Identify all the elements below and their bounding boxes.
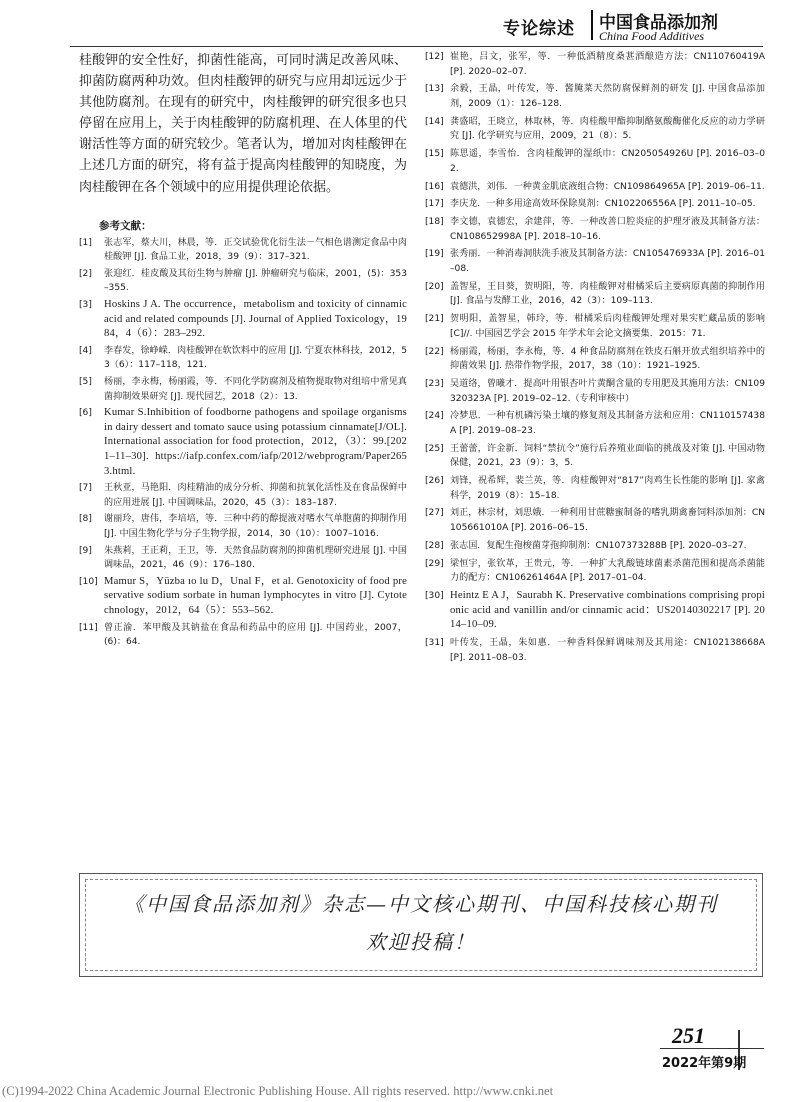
reference-item — [79, 344, 407, 373]
issue-label: 2022年第9期 — [662, 1056, 747, 1071]
reference-item — [79, 575, 407, 619]
reference-text: 陈思遥，李雪怡．含肉桂酸钾的湿纸巾：CN205054926U [P]. 2016–03–02. — [450, 149, 765, 174]
reference-item — [425, 82, 765, 111]
reference-text: Mamur S，Yüzba ıo lu D，Unal F，et al. Genotoxicity of food preservative sodium sorbate in human lymphocytes in vitro [J]. Cytotechnology，2012，64（5）：553–562. — [104, 575, 407, 616]
reference-text: 刘锋，祝希辉，裴兰英，等．肉桂酸钾对“817”肉鸡生长性能的影响 [J]. 家禽科学，2019（8）：15–18. — [450, 476, 765, 501]
reference-text: 李文德，袁德宏，余建萍，等．一种改善口腔炎症的护理牙液及其制备方法：CN108652998A [P]. 2018–10–16. — [450, 217, 765, 242]
reference-number: [28] — [425, 540, 444, 551]
reference-number: [11] — [79, 622, 98, 633]
reference-item — [79, 375, 407, 404]
reference-item — [425, 147, 765, 176]
reference-text: 杨丽霞，杨丽，李永梅，等．4 种食品防腐剂在铁皮石斛开放式组织培养中的抑菌效果 [J]. 热带作物学报，2017，38（10）：1921–1925. — [450, 346, 765, 372]
reference-number: [13] — [425, 84, 444, 95]
reference-text: 冷梦思．一种有机磷污染土壤的修复剂及其制备方法和应用：CN110157438A [P]. 2019–08–23. — [450, 411, 765, 436]
reference-number: [18] — [425, 217, 444, 228]
reference-item — [425, 50, 765, 79]
section-label: 专论综述 — [503, 19, 575, 39]
references-title: 参考文献： — [99, 219, 152, 232]
reference-text: 张志军，蔡大川，林晨，等．正交试验优化衍生法－气相色谱测定食品中肉桂酸钾 [J]. 食品工业，2018，39（9）：317–321. — [104, 237, 407, 263]
reference-item — [79, 512, 407, 541]
reference-item — [425, 409, 765, 438]
journal-header — [503, 8, 763, 44]
reference-text: 贺明阳，盖智星，韩玲，等．柑橘采后肉桂酸钾处理对果实贮藏品质的影响 [C]//. 中国园艺学会 2015 年学术年会论文摘要集．2015：71. — [450, 314, 765, 339]
reference-number: [31] — [425, 637, 444, 648]
reference-item — [425, 345, 765, 374]
reference-number: [19] — [425, 249, 444, 260]
reference-text: 梁恒宇，张钦革，王贵元，等．一种扩大乳酸链球菌素杀菌范围和提高杀菌能力的配方：CN106261464A [P]. 2017–01–04. — [450, 558, 765, 584]
reference-number: [6] — [79, 408, 92, 419]
reference-text: 叶传发，王晶，朱如惠．一种香料保鲜调味剂及其用途：CN102138668A [P]. 2011–08–03. — [450, 637, 765, 663]
reference-number: [2] — [79, 268, 92, 279]
reference-number: [22] — [425, 346, 444, 357]
reference-number: [27] — [425, 508, 444, 519]
reference-number: [7] — [79, 483, 92, 494]
reference-number: [10] — [79, 576, 98, 587]
reference-item — [425, 442, 765, 471]
reference-number: [15] — [425, 149, 444, 160]
reference-item — [425, 197, 765, 212]
header-rule — [70, 46, 763, 47]
journal-title-en: China Food Additives — [599, 29, 705, 43]
reference-text: 朱燕莉，王正莉，王卫，等．天然食品防腐剂的抑菌机理研究进展 [J]. 中国调味品，2021，46（9）：176–180. — [104, 545, 407, 571]
reference-item — [79, 621, 407, 650]
reference-number: [9] — [79, 545, 92, 556]
reference-text: 盖智星，王目葵，贺明阳，等．肉桂酸钾对柑橘采后主要病原真菌的抑制作用 [J]. 食品与发酵工业，2016，42（3）：109–113. — [450, 281, 765, 307]
copyright-line: (C)1994-2022 China Academic Journal Electronic Publishing House. All rights reserved. http://www.cnki.net — [2, 1084, 554, 1098]
reference-text: 崔艳，吕文，张军，等．一种低酒精度桑葚酒酿造方法：CN110760419A [P]. 2020–02–07. — [450, 52, 765, 77]
reference-number: [3] — [79, 300, 92, 311]
page-number-rule — [660, 1048, 764, 1049]
reference-number: [5] — [79, 377, 92, 387]
reference-item — [425, 115, 765, 144]
reference-item — [79, 544, 407, 573]
reference-text: 张秀丽．一种消毒洞肤洗手液及其制备方法：CN105476933A [P]. 2016–01–08. — [450, 249, 765, 275]
reference-number: [25] — [425, 443, 444, 454]
reference-item — [79, 267, 407, 296]
reference-number: [26] — [425, 476, 444, 487]
reference-text: 龚盛昭，王晓立，林取林，等．肉桂酸甲酯抑制酪氨酸酶催化反应的动力学研究 [J]. 化学研究与应用，2009，21（8）：5. — [450, 116, 765, 142]
reference-item — [425, 312, 765, 341]
reference-number: [24] — [425, 411, 444, 422]
reference-number: [14] — [425, 116, 444, 127]
body-paragraph: 桂酸钾的安全性好，抑菌性能高，可同时满足改善风味、抑菌防腐两种功效。但肉桂酸钾的研究与应用却远远少于其他防腐剂。在现有的研究中，肉桂酸钾的研究很多也只停留在应用上，关于肉桂酸钾的防腐机理、在人体里的代谢活性等方面的研究较少。笔者认为，增加对肉桂酸钾在上述几方面的研究，将有益于提高肉桂酸钾的知晓度，为肉桂酸钾在各个领域中的应用提供理论依据。 — [79, 53, 407, 195]
reference-number: [21] — [425, 314, 444, 325]
reference-item — [425, 539, 765, 554]
notice-line1: 《中国食品添加剂》杂志—中文核心期刊、中国科技核心期刊 — [124, 892, 718, 916]
reference-number: [20] — [425, 281, 444, 292]
page-number: 251 — [672, 1023, 705, 1048]
right-column — [425, 50, 765, 668]
reference-number: [17] — [425, 199, 444, 210]
reference-text: 张志国．复配生孢梭菌芽孢抑制剂：CN107373288B [P]. 2020–03–27. — [450, 540, 747, 551]
reference-item — [425, 247, 765, 276]
notice-line2: 欢迎投稿！ — [366, 930, 476, 954]
reference-number: [29] — [425, 558, 444, 569]
reference-text: 吴道络，曾曦才．提高叶用银杏叶片黄酮含量的专用肥及其施用方法：CN109320323A [P]. 2019–02–12.（专利审核中） — [450, 378, 765, 404]
reference-item — [425, 557, 765, 586]
reference-item — [425, 280, 765, 309]
reference-item — [79, 406, 407, 479]
reference-number: [16] — [425, 181, 444, 192]
reference-number: [30] — [425, 590, 444, 601]
reference-text: 谢丽玲，唐伟，李培培，等．三种中药的醇提液对嗜水气单胞菌的抑制作用 [J]. 中国生物化学与分子生物学报，2014，30（10）：1007–1016. — [104, 514, 407, 539]
references-list-left — [79, 236, 407, 650]
reference-text: 李庆龙．一种多用途高效环保除臭剂：CN102206556A [P]. 2011–10–05. — [450, 199, 756, 210]
reference-text: 王蕾蕾，许金新．饲料“禁抗令”施行后养殖业面临的挑战及对策 [J]. 中国动物保健，2021，23（9）：3，5. — [450, 443, 765, 469]
reference-item — [425, 215, 765, 244]
reference-text: Hoskins J A. The occurrence，metabolism and toxicity of cinnamic acid and related compounds [J]. Journal of Applied Toxicology，1984，4（6）：283–292. — [104, 299, 407, 340]
left-column — [79, 50, 407, 652]
reference-text: 李春发，徐峥嵘．肉桂酸钾在软饮料中的应用 [J]. 宁夏农林科技，2012，53（6）：117–118，121. — [104, 345, 407, 371]
header-divider — [591, 10, 593, 40]
reference-item — [425, 474, 765, 503]
reference-text: 曾正渝．苯甲酸及其钠盐在食品和药品中的应用 [J]. 中国药业，2007，(6)：64. — [104, 622, 407, 648]
references-list-right — [425, 50, 765, 665]
reference-text: 张迎红．桂皮酸及其衍生物与肿瘤 [J]. 肿瘤研究与临床，2001，(5)：353–355. — [104, 268, 407, 294]
submission-notice — [79, 873, 763, 977]
reference-number: [23] — [425, 378, 444, 389]
reference-number: [12] — [425, 52, 444, 62]
reference-item — [79, 481, 407, 510]
reference-text: 王秋亚，马艳阳．肉桂精油的成分分析、抑菌和抗氧化活性及在食品保鲜中的应用进展 [J]. 中国调味品，2020，45（3）：183–187. — [104, 483, 407, 508]
reference-number: [1] — [79, 237, 92, 248]
reference-item — [425, 377, 765, 406]
reference-item — [79, 236, 407, 265]
reference-text: 刘正，林宗材，刘思娥．一种利用甘蔗糖蜜制备的嗜乳期禽畜饲料添加剂：CN105661010A [P]. 2016–06–15. — [450, 508, 765, 534]
reference-text: 袁德洪，刘伟．一种黄金肌底液组合物：CN109864965A [P]. 2019–06–11. — [450, 181, 765, 192]
reference-text: 余毅，王晶，叶传发，等．酱腌菜天然防腐保鲜剂的研发 [J]. 中国食品添加剂，2009（1）：126–128. — [450, 84, 765, 109]
reference-item — [425, 636, 765, 665]
reference-item — [425, 506, 765, 535]
reference-text: Heintz E A J，Saurabh K. Preservative combinations comprising propionic acid and vanillin and/or cinnamic acid：US20140302217 [P]. 2014–10–09. — [450, 589, 765, 631]
journal-title-cn: 中国食品添加剂 — [599, 13, 718, 33]
reference-item — [425, 589, 765, 633]
reference-number: [8] — [79, 514, 92, 525]
reference-text: 杨丽，李永梅，杨丽霞，等．不同化学防腐剂及植物提取物对组培中常见真菌抑制效果研究 [J]. 现代园艺，2018（2）：13. — [104, 377, 407, 402]
reference-item — [425, 180, 765, 195]
reference-number: [4] — [79, 345, 92, 356]
reference-text: Kumar S.Inhibition of foodborne pathogens and spoilage organisms in dairy dessert and tomato sauce using potassium cinnamate[J/OL].International association for food protection，2012，（3）：99.[2021–11–30]. https://iafp.confex.com/iafp/2012/webprogram/Paper2653.html. — [104, 407, 407, 477]
reference-item — [79, 298, 407, 342]
